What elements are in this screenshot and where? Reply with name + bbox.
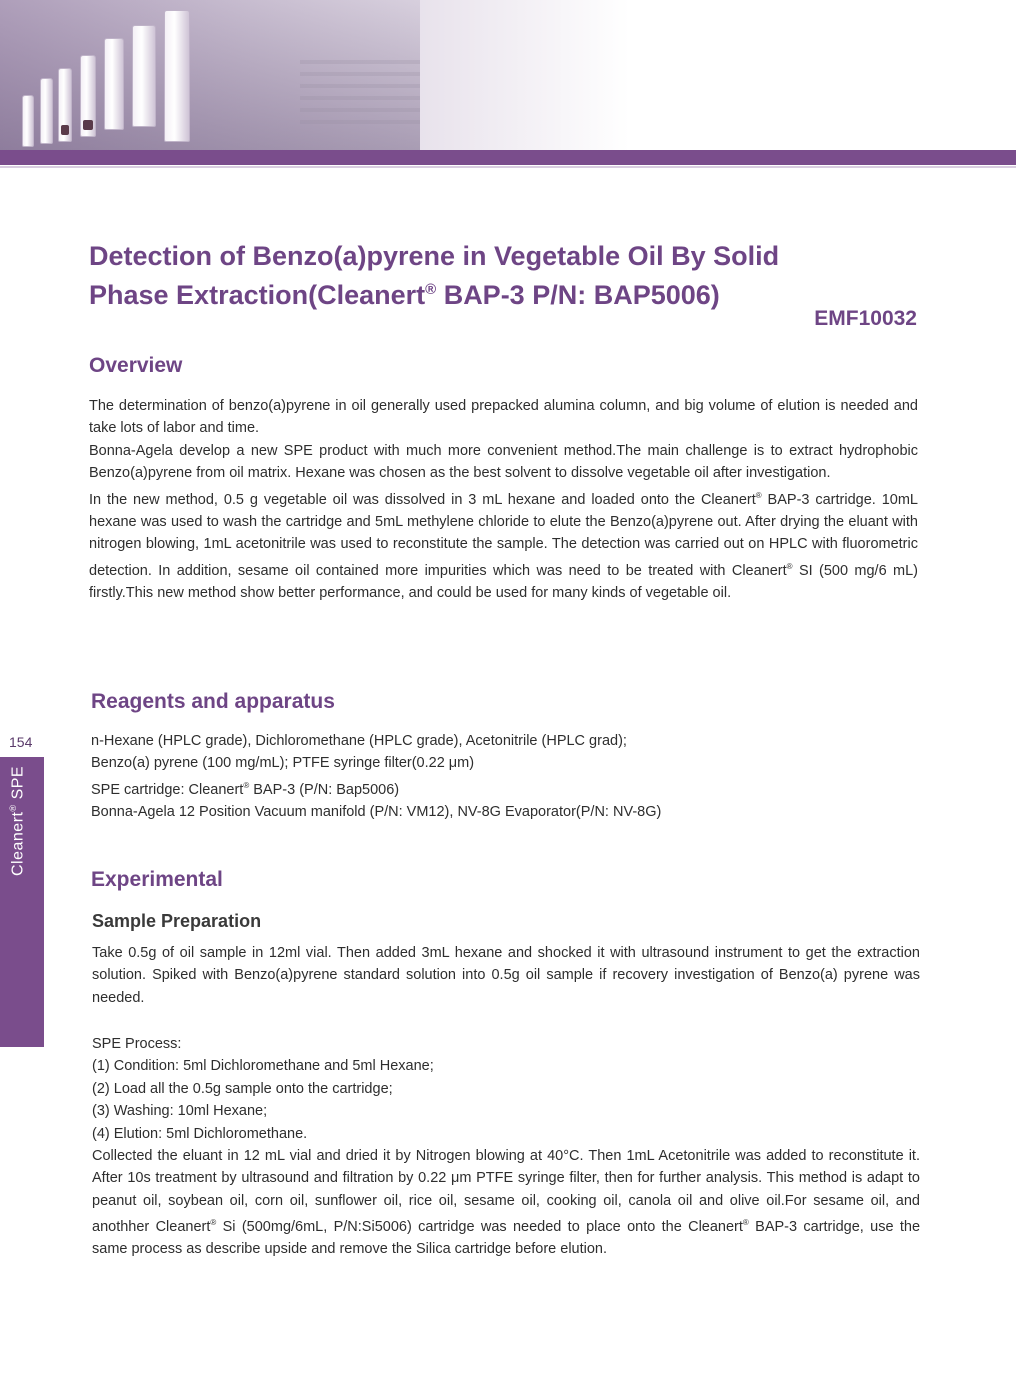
reagent-line: SPE cartridge: Cleanert® BAP-3 (P/N: Bap5006) [91, 780, 400, 798]
page-number: 154 [9, 734, 33, 750]
side-tab-section: SPE [9, 765, 27, 800]
header-purple-band [0, 150, 1016, 165]
overview-paragraph-1: The determination of benzo(a)pyrene in oil generally used prepacked alumina column, and big volume of elution is needed and take lots of labor and time. [89, 398, 918, 437]
spe-step: (1) Condition: 5ml Dichloromethane and 5ml Hexane; [92, 1058, 434, 1075]
syringe-image [132, 25, 156, 127]
title-line-2b: BAP-3 P/N: BAP5006) [436, 280, 720, 310]
side-tab-label [8, 766, 27, 876]
overview-heading: Overview [89, 354, 183, 377]
registered-mark: ® [425, 281, 437, 298]
overview-paragraph-2: Bonna-Agela develop a new SPE product with much more convenient method.The main challenge is to extract hydrophobic Benzo(a)pyrene from oil matrix. Hexane was chosen as the best solvent to dissolve vegetable oil after investigation. [89, 442, 918, 482]
header-divider [0, 166, 1016, 168]
document-code: EMF10032 [814, 307, 917, 330]
registered-mark: ® [742, 1218, 749, 1228]
spe-process [92, 1033, 920, 1261]
syringe-image [104, 38, 124, 130]
spe-process-title: SPE Process: [92, 1036, 182, 1052]
banner-background-text [300, 60, 420, 130]
overview-body [89, 395, 918, 604]
registered-mark: ® [243, 780, 250, 790]
syringe-image [80, 55, 96, 137]
registered-mark: ® [8, 804, 18, 812]
experimental-heading: Experimental [91, 868, 223, 891]
syringe-image [58, 68, 72, 142]
page-title [89, 239, 929, 312]
spe-step: (4) Elution: 5ml Dichloromethane. [92, 1125, 308, 1142]
reagent-line: Benzo(a) pyrene (100 mg/mL); PTFE syringe filter(0.22 μm) [91, 755, 475, 772]
spe-step: (2) Load all the 0.5g sample onto the cartridge; [92, 1080, 393, 1097]
overview-paragraph-3: In the new method, 0.5 g vegetable oil was dissolved in 3 mL hexane and loaded onto the Cleanert® BAP-3 cartridge. 10mL hexane was used to wash the cartridge and 5mL methylene chloride to elute the Benzo(a)pyrene out. After drying the eluant with nitrogen blowing, 1mL acetonitrile was used to reconstitute the sample. The detection was carried out on HPLC with fluorometric detection. In addition, sesame oil contained more impurities which was need to be treated with Cleanert® SI (500 mg/6 mL) firstly.This new method show better performance, and could be used for many kinds of vegetable oil. [89, 490, 918, 601]
reagent-line: n-Hexane (HPLC grade), Dichloromethane (HPLC grade), Acetonitrile (HPLC grad); [91, 733, 627, 749]
syringe-image [22, 95, 34, 147]
registered-mark: ® [210, 1218, 217, 1228]
final-paragraph: Collected the eluant in 12 mL vial and dried it by Nitrogen blowing at 40°C. Then 1mL Acetonitrile was added to reconstitute it. After 10s treatment by ultrasound and filtration by 0.22 μm PTFE syringe filter, then for further analysis. This method is adapt to peanut oil, soybean oil, corn oil, sunflower oil, rice oil, sesame oil, cooking oil, canola oil and olive oil.For sesame oil, and anothher Cleanert® Si (500mg/6mL, P/N:Si5006) cartridge was needed to place onto the Cleanert® BAP-3 cartridge, use the same process as describe upside and remove the Silica cartridge before elution. [92, 1148, 921, 1258]
registered-mark: ® [755, 490, 762, 500]
reagent-line: Bonna-Agela 12 Position Vacuum manifold (P/N: VM12), NV-8G Evaporator(P/N: NV-8G) [91, 804, 662, 821]
spe-step: (3) Washing: 10ml Hexane; [92, 1103, 268, 1120]
sample-preparation-text: Take 0.5g of oil sample in 12ml vial. Then added 3mL hexane and shocked it with ultrasound instrument to get the extraction solution. Spiked with Benzo(a)pyrene standard solution into 0.5g oil sample if recovery investigation of Benzo(a) pyrene was needed. [92, 945, 920, 1006]
title-line-2a: Phase Extraction(Cleanert [89, 280, 426, 310]
reagents-heading: Reagents and apparatus [91, 690, 335, 713]
sample-preparation-heading: Sample Preparation [92, 911, 262, 931]
syringe-image [40, 78, 53, 144]
side-tab-brand: Cleanert [9, 811, 27, 876]
reagents-list [91, 730, 920, 823]
header-banner [0, 0, 1016, 152]
title-line-1: Detection of Benzo(a)pyrene in Vegetable Oil By Solid [89, 241, 780, 271]
registered-mark: ® [786, 561, 793, 571]
syringe-image [164, 10, 190, 142]
